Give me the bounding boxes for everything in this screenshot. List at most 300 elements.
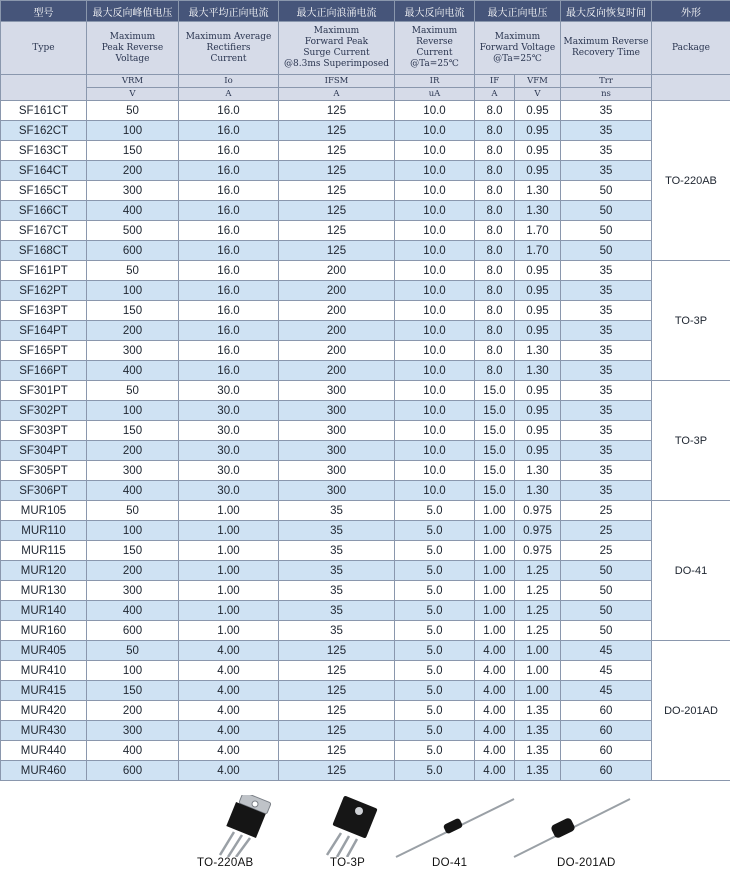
cell-type: SF166PT	[1, 361, 87, 381]
header-en-type: Type	[1, 22, 87, 75]
cell-ifsm: 35	[279, 621, 395, 641]
package-cell: TO-3P	[652, 381, 730, 501]
cell-vrrm: 150	[87, 681, 179, 701]
cell-vrrm: 200	[87, 161, 179, 181]
cell-ifsm: 300	[279, 441, 395, 461]
cell-ir: 10.0	[395, 401, 475, 421]
cell-if: 4.00	[475, 681, 515, 701]
header-cn-vrrm: 最大反向峰值电压	[87, 1, 179, 22]
header-en-io-line: Rectifiers	[206, 42, 251, 53]
cell-trr: 35	[561, 301, 652, 321]
cell-type: MUR440	[1, 741, 87, 761]
unit-vrm: V	[87, 88, 179, 101]
cell-vrrm: 400	[87, 201, 179, 221]
unit-if: A	[475, 88, 515, 101]
cell-io: 4.00	[179, 741, 279, 761]
cell-io: 16.0	[179, 181, 279, 201]
cell-io: 4.00	[179, 661, 279, 681]
header-en-vrrm-line: Maximum	[109, 31, 156, 42]
cell-trr: 50	[561, 581, 652, 601]
cell-trr: 35	[561, 281, 652, 301]
cell-trr: 60	[561, 741, 652, 761]
cell-vrrm: 50	[87, 261, 179, 281]
cell-io: 16.0	[179, 301, 279, 321]
cell-if: 4.00	[475, 661, 515, 681]
cell-type: MUR110	[1, 521, 87, 541]
cell-ifsm: 125	[279, 241, 395, 261]
cell-ir: 5.0	[395, 581, 475, 601]
cell-io: 16.0	[179, 361, 279, 381]
cell-type: SF166CT	[1, 201, 87, 221]
cell-ir: 10.0	[395, 121, 475, 141]
cell-vrrm: 50	[87, 101, 179, 121]
cell-trr: 50	[561, 221, 652, 241]
cell-ir: 5.0	[395, 561, 475, 581]
cell-vf: 1.70	[515, 221, 561, 241]
package-cell: DO-201AD	[652, 641, 730, 781]
symbol-ifsm: IFSM	[279, 75, 395, 88]
cell-ir: 10.0	[395, 341, 475, 361]
cell-ifsm: 200	[279, 341, 395, 361]
cell-trr: 35	[561, 421, 652, 441]
cell-trr: 25	[561, 521, 652, 541]
cell-ir: 5.0	[395, 621, 475, 641]
cell-type: SF303PT	[1, 421, 87, 441]
cell-ifsm: 35	[279, 581, 395, 601]
cell-vf: 0.975	[515, 541, 561, 561]
cell-trr: 45	[561, 681, 652, 701]
cell-if: 1.00	[475, 501, 515, 521]
table-row	[1, 181, 730, 201]
table-body	[1, 101, 730, 781]
cell-vrrm: 400	[87, 741, 179, 761]
cell-ir: 10.0	[395, 361, 475, 381]
table-row	[1, 101, 730, 121]
cell-vf: 1.35	[515, 741, 561, 761]
cell-trr: 35	[561, 101, 652, 121]
header-en-ir-line: Maximum	[411, 26, 458, 36]
cell-vrrm: 50	[87, 501, 179, 521]
table-row	[1, 261, 730, 281]
cell-ir: 5.0	[395, 701, 475, 721]
cell-io: 30.0	[179, 401, 279, 421]
cell-if: 15.0	[475, 381, 515, 401]
cell-if: 8.0	[475, 201, 515, 221]
cell-trr: 45	[561, 661, 652, 681]
cell-vrrm: 400	[87, 361, 179, 381]
cell-vrrm: 150	[87, 541, 179, 561]
symbol-if: IF	[475, 75, 515, 88]
cell-vrrm: 100	[87, 281, 179, 301]
cell-trr: 35	[561, 141, 652, 161]
cell-trr: 25	[561, 501, 652, 521]
cell-type: MUR430	[1, 721, 87, 741]
header-en-ir	[395, 22, 475, 75]
cell-vrrm: 50	[87, 641, 179, 661]
cell-ir: 5.0	[395, 521, 475, 541]
cell-ifsm: 300	[279, 421, 395, 441]
cell-vf: 1.30	[515, 181, 561, 201]
cell-ifsm: 300	[279, 381, 395, 401]
cell-if: 8.0	[475, 141, 515, 161]
header-en-vf-line: @Ta=25℃	[493, 53, 542, 64]
table-row	[1, 361, 730, 381]
cell-trr: 50	[561, 621, 652, 641]
cell-vrrm: 200	[87, 561, 179, 581]
table-row	[1, 241, 730, 261]
cell-io: 1.00	[179, 501, 279, 521]
cell-io: 16.0	[179, 221, 279, 241]
table-row	[1, 561, 730, 581]
cell-if: 8.0	[475, 121, 515, 141]
table-row	[1, 341, 730, 361]
table-row	[1, 121, 730, 141]
cell-vf: 1.30	[515, 361, 561, 381]
table-row	[1, 681, 730, 701]
header-cn-vf: 最大正向电压	[475, 1, 561, 22]
cell-type: SF168CT	[1, 241, 87, 261]
cell-if: 1.00	[475, 541, 515, 561]
cell-if: 8.0	[475, 241, 515, 261]
cell-io: 16.0	[179, 281, 279, 301]
header-en-trr	[561, 22, 652, 75]
cell-vf: 1.30	[515, 481, 561, 501]
cell-io: 16.0	[179, 121, 279, 141]
cell-vf: 1.35	[515, 721, 561, 741]
cell-if: 15.0	[475, 401, 515, 421]
cell-if: 15.0	[475, 421, 515, 441]
cell-ifsm: 125	[279, 161, 395, 181]
cell-vf: 1.00	[515, 661, 561, 681]
cell-io: 1.00	[179, 621, 279, 641]
cell-vf: 0.95	[515, 121, 561, 141]
cell-ir: 5.0	[395, 761, 475, 781]
cell-io: 30.0	[179, 481, 279, 501]
cell-trr: 60	[561, 761, 652, 781]
cell-ir: 10.0	[395, 321, 475, 341]
cell-ifsm: 125	[279, 181, 395, 201]
cell-vf: 0.95	[515, 321, 561, 341]
cell-type: SF163CT	[1, 141, 87, 161]
cell-vf: 1.25	[515, 601, 561, 621]
cell-vrrm: 100	[87, 521, 179, 541]
cell-type: MUR160	[1, 621, 87, 641]
unit-io: A	[179, 88, 279, 101]
table-row	[1, 421, 730, 441]
cell-io: 4.00	[179, 641, 279, 661]
header-en-ifsm-line: Maximum	[313, 26, 360, 36]
cell-ifsm: 200	[279, 261, 395, 281]
table-row	[1, 521, 730, 541]
cell-vf: 0.95	[515, 281, 561, 301]
table-row	[1, 601, 730, 621]
cell-io: 4.00	[179, 721, 279, 741]
cell-vrrm: 300	[87, 341, 179, 361]
cell-trr: 45	[561, 641, 652, 661]
table-row	[1, 221, 730, 241]
cell-io: 30.0	[179, 381, 279, 401]
header-en-vrrm-line: Voltage	[115, 53, 150, 64]
cell-trr: 35	[561, 461, 652, 481]
cell-vf: 0.975	[515, 501, 561, 521]
cell-if: 8.0	[475, 161, 515, 181]
header-en-vrrm-line: Peak Reverse	[101, 42, 164, 53]
header-en-vf-line: Maximum	[494, 31, 541, 42]
cell-if: 8.0	[475, 281, 515, 301]
cell-vrrm: 100	[87, 121, 179, 141]
cell-vrrm: 150	[87, 141, 179, 161]
cell-if: 8.0	[475, 101, 515, 121]
cell-type: SF302PT	[1, 401, 87, 421]
header-en-ifsm-line: Forward Peak	[304, 37, 369, 47]
cell-ifsm: 200	[279, 321, 395, 341]
cell-io: 16.0	[179, 261, 279, 281]
header-en-package: Package	[652, 22, 730, 75]
cell-trr: 50	[561, 201, 652, 221]
header-en-io-line: Maximum Average	[185, 31, 272, 42]
table-row	[1, 281, 730, 301]
cell-type: SF161PT	[1, 261, 87, 281]
header-en-vf-line: Forward Voltage	[479, 42, 556, 53]
cell-if: 1.00	[475, 521, 515, 541]
cell-io: 1.00	[179, 601, 279, 621]
cell-type: SF306PT	[1, 481, 87, 501]
cell-ifsm: 125	[279, 741, 395, 761]
do201ad-package-icon	[510, 795, 635, 861]
cell-vrrm: 300	[87, 181, 179, 201]
cell-vf: 1.30	[515, 201, 561, 221]
cell-if: 8.0	[475, 261, 515, 281]
cell-trr: 35	[561, 441, 652, 461]
cell-if: 8.0	[475, 221, 515, 241]
cell-trr: 35	[561, 401, 652, 421]
header-blank	[652, 75, 730, 101]
cell-vf: 1.25	[515, 561, 561, 581]
header-en-io-line: Current	[210, 53, 247, 64]
cell-vrrm: 600	[87, 621, 179, 641]
cell-if: 15.0	[475, 461, 515, 481]
cell-type: MUR140	[1, 601, 87, 621]
table-row	[1, 501, 730, 521]
cell-type: SF161CT	[1, 101, 87, 121]
table-row	[1, 701, 730, 721]
cell-ifsm: 300	[279, 461, 395, 481]
cell-vrrm: 200	[87, 321, 179, 341]
cell-ir: 10.0	[395, 241, 475, 261]
cell-io: 30.0	[179, 421, 279, 441]
cell-trr: 35	[561, 341, 652, 361]
cell-type: MUR420	[1, 701, 87, 721]
cell-ifsm: 35	[279, 521, 395, 541]
header-en-trr-line: Recovery Time	[572, 48, 640, 58]
cell-ir: 10.0	[395, 201, 475, 221]
cell-ir: 5.0	[395, 541, 475, 561]
cell-vrrm: 150	[87, 301, 179, 321]
cell-ir: 5.0	[395, 641, 475, 661]
cell-trr: 35	[561, 381, 652, 401]
cell-io: 16.0	[179, 341, 279, 361]
cell-trr: 35	[561, 121, 652, 141]
package-label-to3p: TO-3P	[330, 857, 366, 869]
unit-ifsm: A	[279, 88, 395, 101]
do41-package-icon	[390, 795, 520, 861]
cell-vrrm: 500	[87, 221, 179, 241]
cell-vrrm: 150	[87, 421, 179, 441]
table-row	[1, 661, 730, 681]
cell-vrrm: 400	[87, 601, 179, 621]
cell-ifsm: 125	[279, 661, 395, 681]
header-en-ir-line: Current	[416, 48, 453, 58]
cell-io: 16.0	[179, 241, 279, 261]
cell-vrrm: 100	[87, 401, 179, 421]
cell-type: MUR130	[1, 581, 87, 601]
cell-ifsm: 300	[279, 481, 395, 501]
header-cn-package: 外形	[652, 1, 730, 22]
cell-ifsm: 35	[279, 561, 395, 581]
header-cn-io: 最大平均正向电流	[179, 1, 279, 22]
table-row	[1, 741, 730, 761]
cell-io: 1.00	[179, 561, 279, 581]
cell-ifsm: 125	[279, 121, 395, 141]
cell-type: SF164CT	[1, 161, 87, 181]
cell-vrrm: 300	[87, 721, 179, 741]
cell-if: 8.0	[475, 341, 515, 361]
cell-vrrm: 50	[87, 381, 179, 401]
cell-io: 30.0	[179, 441, 279, 461]
cell-vrrm: 100	[87, 661, 179, 681]
cell-ifsm: 300	[279, 401, 395, 421]
package-cell: TO-220AB	[652, 101, 730, 261]
table-row	[1, 541, 730, 561]
cell-type: SF162PT	[1, 281, 87, 301]
cell-vf: 1.35	[515, 761, 561, 781]
cell-io: 4.00	[179, 681, 279, 701]
cell-io: 1.00	[179, 521, 279, 541]
unit-trr: ns	[561, 88, 652, 101]
header-en-vf	[475, 22, 561, 75]
cell-ifsm: 125	[279, 141, 395, 161]
cell-type: MUR460	[1, 761, 87, 781]
cell-trr: 50	[561, 241, 652, 261]
symbol-vrm: VRM	[87, 75, 179, 88]
cell-if: 8.0	[475, 301, 515, 321]
cell-ir: 10.0	[395, 261, 475, 281]
cell-if: 15.0	[475, 481, 515, 501]
cell-type: SF304PT	[1, 441, 87, 461]
cell-io: 16.0	[179, 161, 279, 181]
cell-trr: 50	[561, 561, 652, 581]
cell-ifsm: 200	[279, 281, 395, 301]
symbol-ir: IR	[395, 75, 475, 88]
table-row	[1, 761, 730, 781]
cell-type: SF162CT	[1, 121, 87, 141]
cell-ir: 5.0	[395, 661, 475, 681]
cell-vrrm: 300	[87, 581, 179, 601]
header-cn-ir: 最大反向电流	[395, 1, 475, 22]
cell-ir: 10.0	[395, 281, 475, 301]
cell-vf: 1.00	[515, 681, 561, 701]
cell-if: 4.00	[475, 701, 515, 721]
cell-vf: 1.25	[515, 581, 561, 601]
cell-ir: 10.0	[395, 481, 475, 501]
cell-ir: 5.0	[395, 741, 475, 761]
header-cn-trr: 最大反向恢复时间	[561, 1, 652, 22]
cell-ifsm: 35	[279, 501, 395, 521]
table-row	[1, 441, 730, 461]
cell-vf: 0.975	[515, 521, 561, 541]
table-row	[1, 301, 730, 321]
cell-io: 16.0	[179, 101, 279, 121]
cell-type: MUR115	[1, 541, 87, 561]
cell-vf: 0.95	[515, 381, 561, 401]
package-label-do41: DO-41	[432, 857, 468, 869]
cell-vrrm: 600	[87, 241, 179, 261]
cell-ir: 10.0	[395, 421, 475, 441]
header-cn-type: 型号	[1, 1, 87, 22]
table-row	[1, 721, 730, 741]
cell-vf: 0.95	[515, 261, 561, 281]
cell-ir: 5.0	[395, 501, 475, 521]
cell-io: 16.0	[179, 201, 279, 221]
cell-type: SF165CT	[1, 181, 87, 201]
header-en-trr-line: Maximum Reverse	[563, 37, 649, 47]
cell-if: 8.0	[475, 181, 515, 201]
cell-ir: 10.0	[395, 461, 475, 481]
cell-io: 1.00	[179, 541, 279, 561]
unit-ir: uA	[395, 88, 475, 101]
cell-io: 16.0	[179, 141, 279, 161]
cell-vf: 0.95	[515, 421, 561, 441]
cell-ir: 5.0	[395, 601, 475, 621]
cell-trr: 60	[561, 721, 652, 741]
unit-vfm: V	[515, 88, 561, 101]
cell-ir: 10.0	[395, 381, 475, 401]
cell-ifsm: 125	[279, 721, 395, 741]
cell-if: 1.00	[475, 581, 515, 601]
cell-ifsm: 200	[279, 361, 395, 381]
cell-if: 1.00	[475, 621, 515, 641]
package-label-do201ad: DO-201AD	[557, 857, 616, 869]
header-en-ifsm-line: Surge Current	[303, 48, 370, 58]
cell-type: MUR405	[1, 641, 87, 661]
package-cell: DO-41	[652, 501, 730, 641]
cell-type: MUR410	[1, 661, 87, 681]
cell-type: SF163PT	[1, 301, 87, 321]
cell-ifsm: 125	[279, 201, 395, 221]
cell-ifsm: 125	[279, 221, 395, 241]
cell-ifsm: 125	[279, 641, 395, 661]
cell-vf: 0.95	[515, 101, 561, 121]
cell-if: 4.00	[475, 741, 515, 761]
cell-ifsm: 125	[279, 761, 395, 781]
symbol-trr: Trr	[561, 75, 652, 88]
cell-trr: 50	[561, 181, 652, 201]
cell-trr: 35	[561, 161, 652, 181]
cell-ir: 10.0	[395, 221, 475, 241]
cell-ir: 5.0	[395, 681, 475, 701]
cell-io: 4.00	[179, 761, 279, 781]
cell-type: MUR105	[1, 501, 87, 521]
cell-io: 16.0	[179, 321, 279, 341]
cell-vf: 0.95	[515, 141, 561, 161]
cell-io: 1.00	[179, 581, 279, 601]
cell-vrrm: 200	[87, 441, 179, 461]
table-row	[1, 641, 730, 661]
cell-if: 8.0	[475, 361, 515, 381]
header-en-ir-line: Reverse	[416, 37, 453, 47]
cell-ifsm: 200	[279, 301, 395, 321]
cell-ifsm: 125	[279, 701, 395, 721]
